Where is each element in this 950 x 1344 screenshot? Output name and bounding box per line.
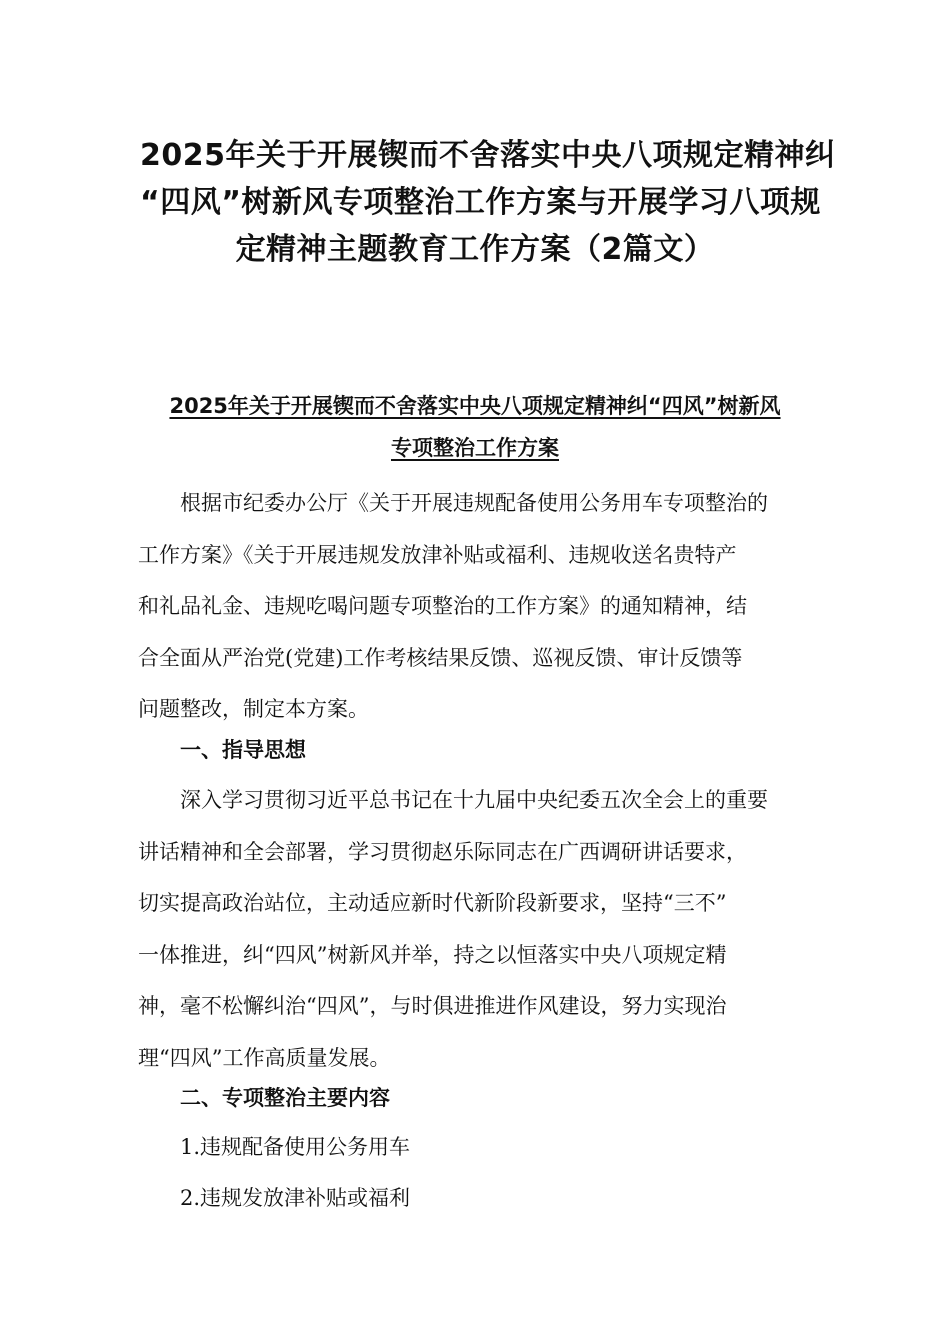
- paragraph-line: 一体推进，纠“四风”树新风并举，持之以恒落实中央八项规定精: [138, 942, 727, 967]
- paragraph-line: 理“四风”工作高质量发展。: [138, 1045, 391, 1070]
- paragraph-line: 工作方案》《关于开展违规发放津补贴或福利、违规收送名贵特产: [138, 542, 737, 567]
- paragraph-line: 根据市纪委办公厅《关于开展违规配备使用公务用车专项整治的: [180, 491, 768, 515]
- intro-paragraph: [138, 478, 813, 736]
- paragraph-line: 合全面从严治党(党建)工作考核结果反馈、巡视反馈、审计反馈等: [138, 645, 743, 670]
- main-title: [140, 132, 836, 273]
- paragraph-line: 深入学习贯彻习近平总书记在十九届中央纪委五次全会上的重要: [180, 788, 768, 812]
- paragraph-line: 讲话精神和全会部署，学习贯彻赵乐际同志在广西调研讲话要求，: [138, 839, 747, 864]
- list-item: 2.违规发放津补贴或福利: [180, 1186, 411, 1210]
- section-title-line: 专项整治工作方案: [391, 436, 559, 460]
- guiding-paragraph: [138, 775, 813, 1084]
- section-title: [130, 385, 820, 469]
- heading-main-content: 二、专项整治主要内容: [180, 1086, 390, 1110]
- section-title-line: 2025年关于开展锲而不舍落实中央八项规定精神纠“四风”树新风: [169, 394, 781, 418]
- paragraph-line: 神，毫不松懈纠治“四风”，与时俱进推进作风建设，努力实现治: [138, 994, 727, 1018]
- main-title-line: “四风”树新风专项整治工作方案与开展学习八项规: [140, 185, 821, 220]
- main-title-line: 2025年关于开展锲而不舍落实中央八项规定精神纠: [140, 138, 836, 173]
- main-title-line: 定精神主题教育工作方案（2篇文）: [235, 232, 715, 267]
- paragraph-line: 问题整改，制定本方案。: [138, 697, 369, 721]
- list-item: 1.违规配备使用公务用车: [180, 1135, 411, 1159]
- paragraph-line: 切实提高政治站位，主动适应新时代新阶段新要求，坚持“三不”: [138, 891, 727, 915]
- heading-guiding-ideology: 一、指导思想: [180, 738, 306, 762]
- paragraph-line: 和礼品礼金、违规吃喝问题专项整治的工作方案》的通知精神，结: [138, 594, 747, 618]
